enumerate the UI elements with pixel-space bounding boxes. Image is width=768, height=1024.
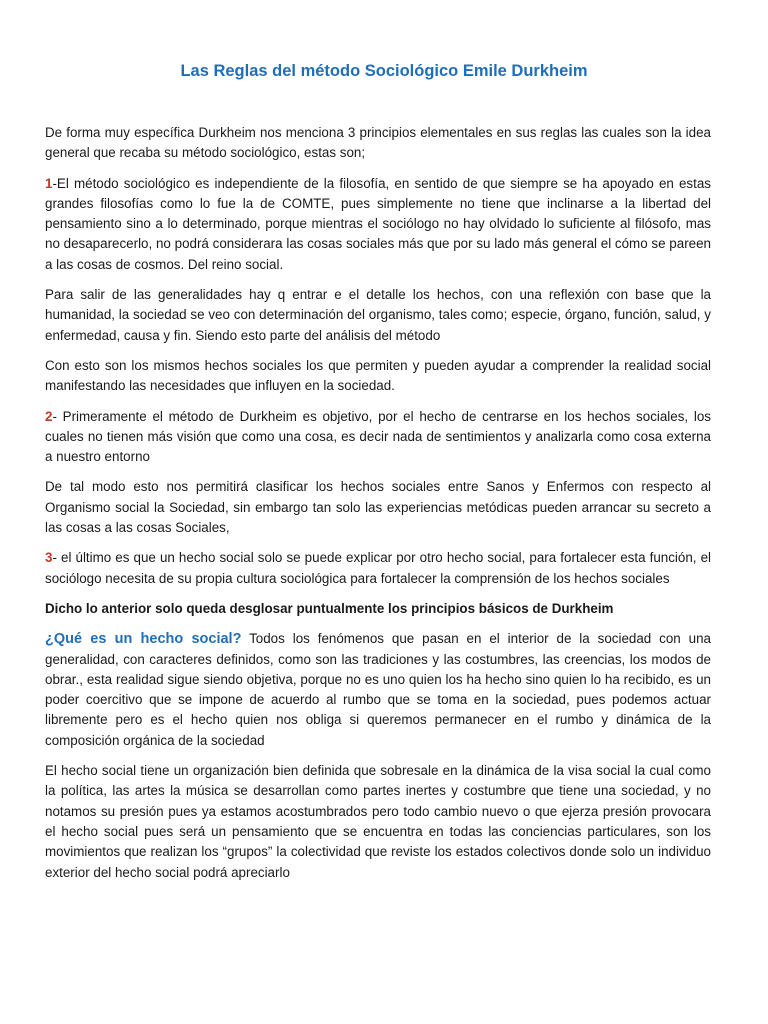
social-fact-heading: ¿Qué es un hecho social? <box>45 631 242 648</box>
rule-2-text: - Primeramente el método de Durkheim es objetivo, por el hecho de centrarse en los hechos sociales, los cuales no tienen más visión que como una cosa, es decir nada de sentimientos y analizarla como cosa externa a nuestro entorno <box>45 408 711 465</box>
rule-1-text: -El método sociológico es independiente de la filosofía, en sentido de que siempre se ha apoyado en estas grandes filosofías como lo fue la de COMTE, pues simplemente no tiene que inclinarse a la libertad del pensamiento sino a lo determinado, porque mientras el sociólogo no hay olvidado lo suficiente al filósofo, mas no desaparecerlo, no podrá considerara las cosas sociales más que por su lado más general el cómo se pareen a las cosas de cosmos. Del reino social. <box>45 175 711 272</box>
summary-paragraph: Dicho lo anterior solo queda desglosar puntualmente los principios básicos de Durkheim <box>45 600 614 616</box>
rule-3-paragraph <box>45 548 711 589</box>
rule-2-number: 2 <box>45 408 53 424</box>
rule-1-number: 1 <box>45 175 53 191</box>
rule-3-text: - el último es que un hecho social solo se puede explicar por otro hecho social, para fortalecer esta función, el sociólogo necesita de su propia cultura sociológica para fortalecer la comprensión de los hechos sociales <box>45 550 711 586</box>
intro-paragraph: De forma muy específica Durkheim nos menciona 3 principios elementales en sus reglas las cuales son la idea general que recaba su método sociológico, estas son; <box>45 125 711 161</box>
social-fact-organization-paragraph: El hecho social tiene un organización bien definida que sobresale en la dinámica de la visa social la cual como la política, las artes la música se desarrollan como partes inertes y costumbre que tiene una sociedad, y no notamos su presión pues ya estamos acostumbrados pero todo cambio nuevo o que ejerza presión provocara el hecho social pues será un pensamiento que se encuentra en todas las conciencias particulares, son los movimientos que realizan los “grupos” la colectividad que reviste los estados colectivos donde solo un individuo exterior del hecho social podrá apreciarlo <box>45 763 711 880</box>
generalities-paragraph: Para salir de las generalidades hay q entrar e el detalle los hechos, con una reflexión con base que la humanidad, la sociedad se veo con determinación del organismo, tales como; especie, órgano, función, salud, y enfermedad, causa y fin. Siendo esto parte del análisis del método <box>45 287 711 343</box>
social-facts-paragraph: Con esto son los mismos hechos sociales los que permiten y pueden ayudar a comprender la realidad social manifestando las necesidades que influyen en la sociedad. <box>45 357 711 394</box>
social-fact-definition-text: Todos los fenómenos que pasan en el interior de la sociedad con una generalidad, con caracteres definidos, como son las tradiciones y las costumbres, las creencias, los modos de obrar., esta realidad sigue siendo objetiva, porque no es uno quien los ha hecho sino quien lo ha recibido, es un poder coercitivo que se impone de acuerdo al rumbo que se toma en la sociedad, pues podemos actuar libremente pero es el hecho quien nos obliga si queremos permanecer en el rumbo y dinámica de la composición orgánica de la sociedad <box>45 631 711 748</box>
classification-paragraph: De tal modo esto nos permitirá clasificar los hechos sociales entre Sanos y Enfermos con respecto al Organismo social la Sociedad, sin embargo tan solo las experiencias metódicas pueden arrancar su secreto a las cosas a las cosas Sociales, <box>45 479 711 536</box>
social-fact-definition-paragraph <box>45 629 711 751</box>
rule-3-number: 3 <box>45 550 53 566</box>
rule-1-paragraph <box>45 174 711 275</box>
document-title: Las Reglas del método Sociológico Emile Durkheim <box>180 62 588 80</box>
rule-2-paragraph <box>45 407 711 468</box>
